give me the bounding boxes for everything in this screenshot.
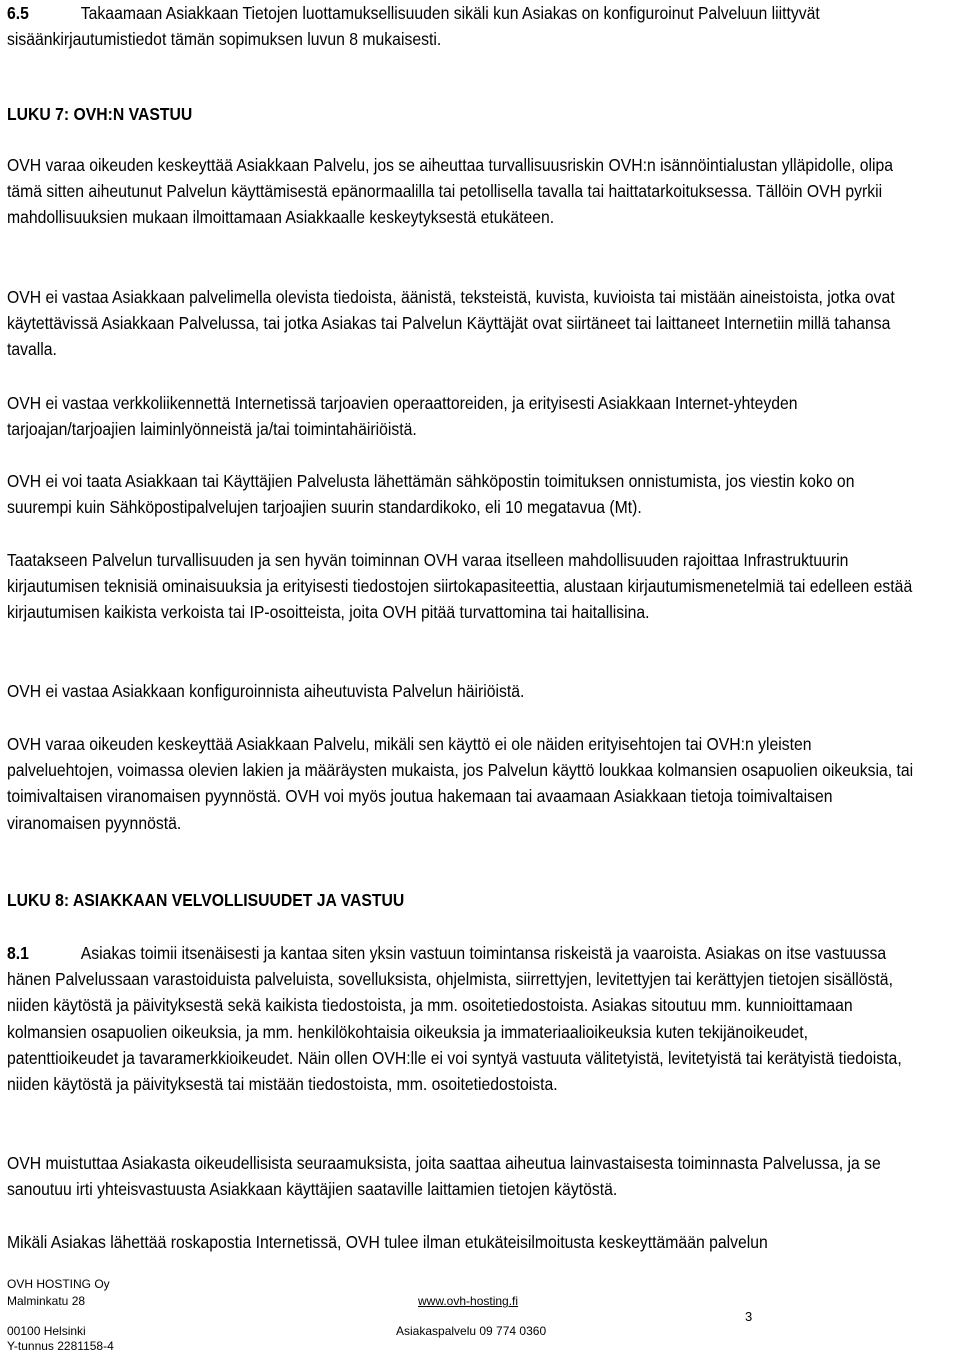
- ch7-paragraph-5: Taatakseen Palvelun turvallisuuden ja sen hyvän toiminnan OVH varaa itselleen mahdollisuuden rajoittaa Infrastruktuurin kirjautumisen teknisiä ominaisuuksia ja erityisesti tiedostojen siirtokapasiteettia, alustaan kirjautumismenetelmiä tai edelleen estää kirjautumisen kaikista verkoista tai IP-osoitteista, joita OVH pitää turvattomina tai haitallisina.: [7, 550, 913, 623]
- ch7-paragraph-4: OVH ei voi taata Asiakkaan tai Käyttäjien Palvelusta lähettämän sähköpostin toimituksen onnistumista, jos viestin koko on suurempi kuin Sähköpostipalvelujen tarjoajien suurin standardikoko, eli 10 megatavua (Mt).: [7, 471, 855, 518]
- ch7-paragraph-2: OVH ei vastaa Asiakkaan palvelimella olevista tiedoista, äänistä, teksteistä, kuvista, kuvioista tai mistään aineistoista, jotka ovat käytettävissä Asiakkaan Palvelussa, tai jotka Asiakas tai Palvelun Käyttäjät ovat siirtäneet tai laittaneet Internetiin millä tahansa tavalla.: [7, 287, 895, 360]
- section-number: 6.5: [7, 3, 29, 23]
- ch7-paragraph-6: OVH ei vastaa Asiakkaan konfiguroinnista aiheutuvista Palvelun häiriöistä.: [7, 681, 525, 701]
- ch7-paragraph-1: OVH varaa oikeuden keskeyttää Asiakkaan Palvelu, jos se aiheuttaa turvallisuusriskin OVH:n isännöintialustan ylläpidolle, olipa tämä sitten aiheutunut Palvelun käyttämisestä epänormaalilla tai petollisella tavalla tai haittatarkoituksessa. Tällöin OVH pyrkii mahdollisuuksien mukaan ilmoittamaan Asiakkaalle keskeytyksestä etukäteen.: [7, 155, 893, 228]
- ch8-paragraph-2: Mikäli Asiakas lähettää roskapostia Internetissä, OVH tulee ilman etukäteisilmoitusta keskeyttämään palvelun: [7, 1232, 768, 1252]
- footer-business-id: Y-tunnus 2281158-4: [7, 1339, 114, 1353]
- footer-support: Asiakaspalvelu 09 774 0360: [396, 1324, 547, 1338]
- section-8-1: [7, 940, 921, 1097]
- ch8-paragraph-1: OVH muistuttaa Asiakasta oikeudellisista seuraamuksista, joita saattaa aiheutua lainvastaisesta toiminnasta Palvelussa, ja se sanoutuu irti yhteisvastuusta Asiakkaan käyttäjien saataville laittamien tietojen käytöstä.: [7, 1153, 881, 1200]
- footer-website-link[interactable]: www.ovh-hosting.fi: [418, 1294, 519, 1308]
- section-6-5: [7, 0, 921, 52]
- chapter-8-title: LUKU 8: ASIAKKAAN VELVOLLISUUDET JA VASTUU: [7, 890, 405, 910]
- section-text: Takaamaan Asiakkaan Tietojen luottamuksellisuuden sikäli kun Asiakas on konfiguroinut Palveluun liittyvät sisäänkirjautumistiedot tämän sopimuksen luvun 8 mukaisesti.: [7, 3, 820, 50]
- footer-company: OVH HOSTING Oy: [7, 1277, 110, 1291]
- chapter-7-title: LUKU 7: OVH:N VASTUU: [7, 104, 193, 124]
- section-number: 8.1: [7, 943, 29, 963]
- section-text: Asiakas toimii itsenäisesti ja kantaa siten yksin vastuun toimintansa riskeistä ja vaaroista. Asiakas on itse vastuussa hänen Palvelussaan varastoiduista palveluista, sovelluksista, ohjelmista, siirrettyjen, levitettyjen tai kerättyjen tietojen sisällöstä, niiden käytöstä ja päivityksestä sekä kaikista tiedostoista, ja mm. osoitetiedostoista. Asiakas sitoutuu mm. kunnioittamaan kolmansien osapuolien oikeuksia, ja mm. henkilökohtaisia oikeuksia ja immateriaalioikeuksia kuten tekijänoikeudet, patenttioikeudet ja tavaramerkkioikeudet. Näin ollen OVH:lle ei voi syntyä vastuuta välitetyistä, levitetyistä tai kerätyistä tiedoista, niiden käytöstä ja päivityksestä tai mistään tiedostoista, mm. osoitetiedostoista.: [7, 943, 902, 1095]
- page-number: 3: [745, 1309, 753, 1324]
- footer-postal: 00100 Helsinki: [7, 1324, 86, 1338]
- footer-street: Malminkatu 28: [7, 1294, 86, 1308]
- ch7-paragraph-3: OVH ei vastaa verkkoliikennettä Internetissä tarjoavien operaattoreiden, ja erityisesti Asiakkaan Internet-yhteyden tarjoajan/tarjoajien laiminlyönneistä ja/tai toimintahäiriöistä.: [7, 393, 798, 440]
- ch7-paragraph-7: OVH varaa oikeuden keskeyttää Asiakkaan Palvelu, mikäli sen käyttö ei ole näiden erityisehtojen tai OVH:n yleisten palveluehtojen, voimassa olevien lakien ja määräysten mukaista, jos Palvelun käyttö loukkaa kolmansien osapuolien oikeuksia, tai toimivaltaisen viranomaisen pyynnöstä. OVH voi myös joutua hakemaan tai avaamaan Asiakkaan tietoja toimivaltaisen viranomaisen pyynnöstä.: [7, 734, 914, 833]
